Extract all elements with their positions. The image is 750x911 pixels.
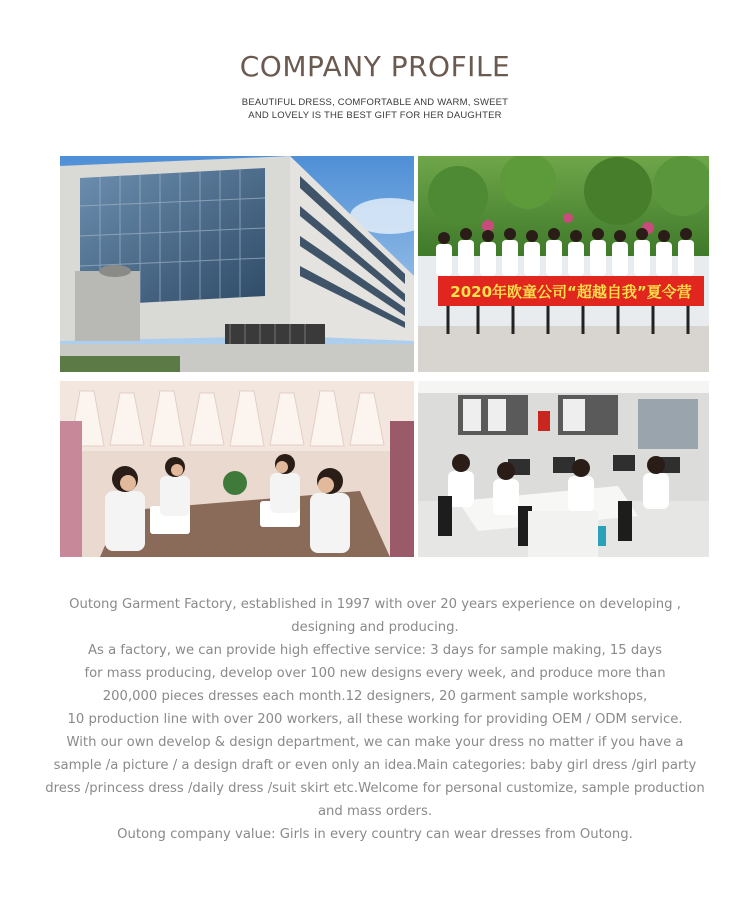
description-line: As a factory, we can provide high effective service: 3 days for sample making, 15 days bbox=[88, 643, 662, 658]
description-line: designing and producing. bbox=[291, 620, 459, 635]
team-banner-photo bbox=[418, 156, 709, 372]
page-subtitle bbox=[0, 96, 750, 122]
description-line: for mass producing, develop over 100 new designs every week, and produce more than bbox=[84, 666, 666, 681]
description-line: With our own develop & design department, we can make your dress no matter if you have a bbox=[66, 735, 684, 750]
company-description bbox=[20, 593, 730, 846]
description-line: 200,000 pieces dresses each month.12 designers, 20 garment sample workshops, bbox=[102, 689, 648, 704]
description-line: sample /a picture / a design draft or even only an idea.Main categories: baby girl dress /girl party bbox=[53, 758, 697, 773]
team-banner-text: 2020年欧童公司“超越自我”夏令营 bbox=[450, 283, 692, 301]
design-team-photo bbox=[60, 381, 414, 557]
description-line: dress /princess dress /daily dress /suit skirt etc.Welcome for personal customize, sample production bbox=[45, 781, 705, 796]
factory-building-photo bbox=[60, 156, 414, 372]
description-line: Outong company value: Girls in every country can wear dresses from Outong. bbox=[117, 827, 633, 842]
description-line: Outong Garment Factory, established in 1997 with over 20 years experience on developing , bbox=[69, 597, 681, 612]
description-line: 10 production line with over 200 workers, all these working for providing OEM / ODM service. bbox=[67, 712, 683, 727]
subtitle-line-2: AND LOVELY IS THE BEST GIFT FOR HER DAUGHTER bbox=[248, 110, 502, 121]
office-workers-photo bbox=[418, 381, 709, 557]
description-line: and mass orders. bbox=[317, 804, 433, 819]
subtitle-line-1: BEAUTIFUL DRESS, COMFORTABLE AND WARM, SWEET bbox=[241, 97, 509, 108]
page-title: COMPANY PROFILE bbox=[239, 50, 511, 83]
